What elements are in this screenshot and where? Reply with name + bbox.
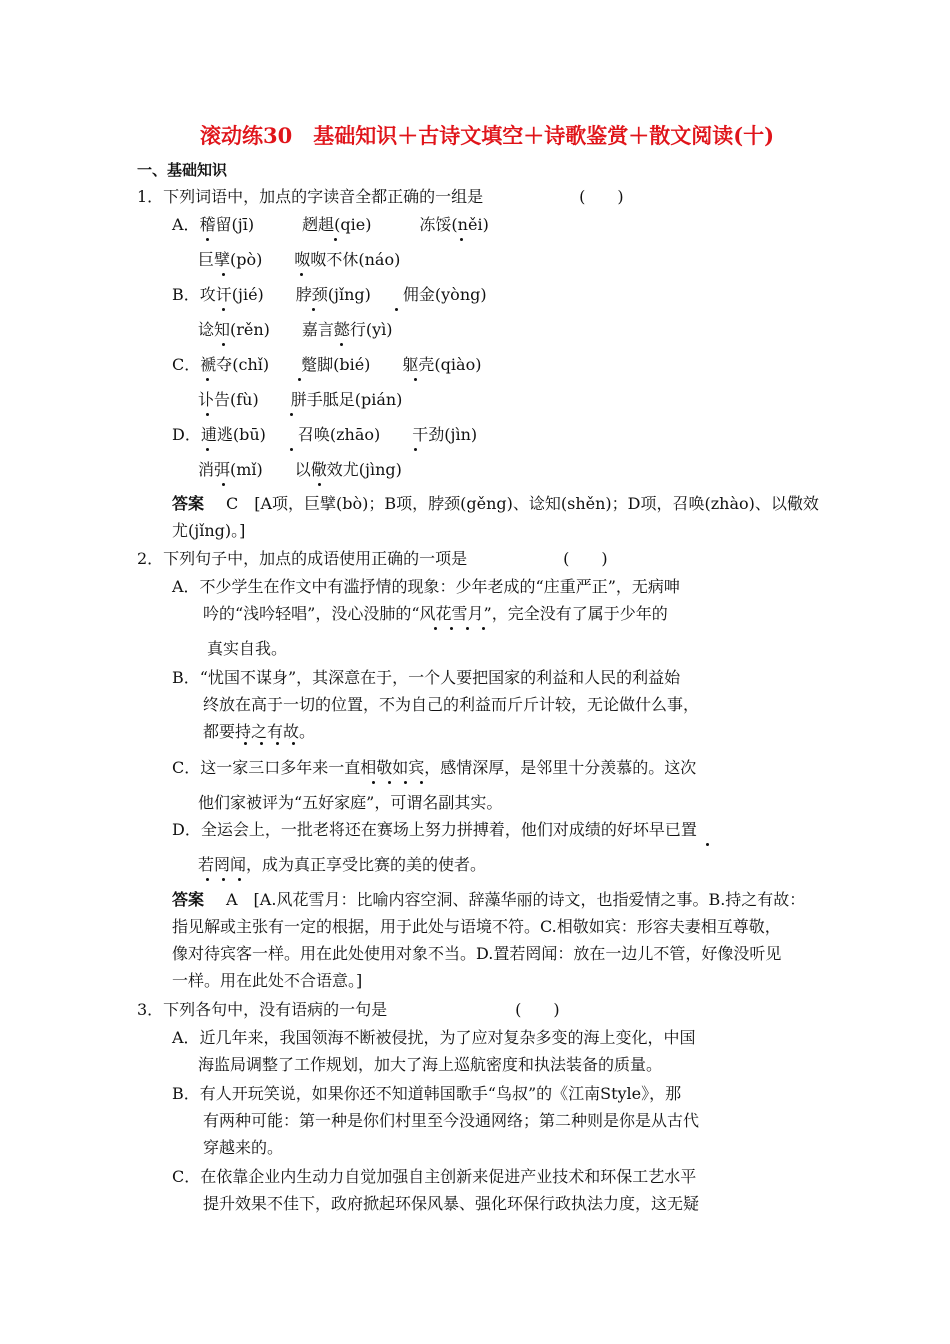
emphasis-dot (222, 483, 225, 486)
emphasis-dot (290, 448, 293, 451)
emphasis-dot (414, 378, 417, 381)
q1-option-a-line1: A．稽留(jī) 趔趄(qie) 冻馁(něi) (172, 215, 489, 234)
q2-option-c-line2: 他们家被评为“五好家庭”，可谓名副其实。 (198, 793, 503, 812)
q1-answer-line1: C [A项，巨擘(bò)；B项，脖颈(gěng)、谂知(shěn)；D项，召唤(zhào)、以儆效 (226, 494, 819, 513)
q2-option-d-line1: D．全运会上，一批老将还在赛场上努力拼搏着，他们对成绩的好坏早已置 (172, 820, 697, 839)
q3-option-b-line3: 穿越来的。 (203, 1138, 284, 1157)
emphasis-dot (466, 627, 469, 630)
emphasis-dot (222, 308, 225, 311)
emphasis-dot (340, 343, 343, 346)
emphasis-dot (318, 483, 321, 486)
emphasis-dot (206, 378, 209, 381)
q2-option-d-line2: 若罔闻，成为真正享受比赛的美的使者。 (198, 855, 487, 874)
answer-label: 答案 (172, 890, 205, 909)
q3-option-a-line2: 海监局调整了工作规划，加大了海上巡航密度和执法装备的质量。 (198, 1055, 663, 1074)
emphasis-dot (460, 238, 463, 241)
emphasis-dot (706, 843, 709, 846)
emphasis-dot (372, 781, 375, 784)
q2-option-c-line1: C．这一家三口多年来一直相敬如宾，感情深厚，是邻里十分羡慕的。这次 (172, 758, 697, 777)
emphasis-dot (434, 627, 437, 630)
q1-stem: 1．下列词语中，加点的字读音全都正确的一组是 ( ) (137, 187, 624, 206)
q2-option-b-line3: 都要持之有故。 (203, 722, 316, 741)
q2-option-b-line2: 终放在高于一切的位置，不为自己的利益而斤斤计较，无论做什么事， (203, 695, 700, 714)
page-title: 滚动练30 基础知识＋古诗文填空＋诗歌鉴赏＋散文阅读(十) (200, 123, 775, 148)
emphasis-dot (388, 781, 391, 784)
emphasis-dot (395, 308, 398, 311)
emphasis-dot (206, 878, 209, 881)
q1-answer-line2: 尤(jǐng)。] (172, 521, 246, 540)
emphasis-dot (334, 238, 337, 241)
q1-option-b-line1: B．攻讦(jié) 脖颈(jǐng) 佣金(yòng) (172, 285, 487, 304)
emphasis-dot (222, 343, 225, 346)
emphasis-dot (300, 273, 303, 276)
answer-label: 答案 (172, 494, 205, 513)
emphasis-dot (206, 413, 209, 416)
emphasis-dot (222, 273, 225, 276)
q3-option-c-line2: 提升效果不佳下，政府掀起环保风暴、强化环保行政执法力度，这无疑 (203, 1194, 700, 1213)
section-heading: 一、基础知识 (137, 161, 228, 179)
emphasis-dot (290, 413, 293, 416)
emphasis-dot (206, 238, 209, 241)
q2-option-a-line2: 吟的“浅吟轻唱”，没心没肺的“风花雪月”，完全没有了属于少年的 (203, 604, 668, 623)
q1-answer-label (172, 494, 204, 514)
q2-answer-label (172, 890, 204, 910)
emphasis-dot (260, 742, 263, 745)
q2-option-a-line3: 真实自我。 (207, 639, 288, 658)
q1-option-a-line2: 巨擘(pò) 呶呶不休(náo) (198, 250, 401, 269)
emphasis-dot (404, 781, 407, 784)
q2-option-b-line1: B．“忧国不谋身”，其深意在于，一个人要把国家的利益和人民的利益始 (172, 668, 681, 687)
q2-answer-line3: 像对待宾客一样。用在此处使用对象不当。D.置若罔闻：放在一边儿不管，好像没听见 (172, 944, 782, 963)
emphasis-dot (238, 878, 241, 881)
q1-option-b-line2: 谂知(rěn) 嘉言懿行(yì) (198, 320, 393, 339)
emphasis-dot (206, 448, 209, 451)
emphasis-dot (244, 742, 247, 745)
emphasis-dot (312, 308, 315, 311)
emphasis-dot (420, 781, 423, 784)
q1-option-c-line2: 讣告(fù) 胼手胝足(pián) (198, 390, 403, 409)
q1-option-d-line2: 消弭(mǐ) 以儆效尤(jìng) (198, 460, 402, 479)
q2-stem: 2．下列句子中，加点的成语使用正确的一项是 ( ) (137, 549, 608, 568)
q3-option-c-line1: C．在依靠企业内生动力自觉加强自主创新来促进产业技术和环保工艺水平 (172, 1167, 697, 1186)
emphasis-dot (482, 627, 485, 630)
q1-option-d-line1: D．逋逃(bū) 召唤(zhāo) 干劲(jìn) (172, 425, 478, 444)
q2-answer-line1: A [A.风花雪月：比喻内容空洞、辞藻华丽的诗文，也指爱情之事。B.持之有故： (226, 890, 806, 909)
q2-option-a-line1: A．不少学生在作文中有滥抒情的现象：少年老成的“庄重严正”，无病呻 (172, 577, 680, 596)
q2-answer-line4: 一样。用在此处不合语意。] (172, 971, 363, 990)
emphasis-dot (414, 448, 417, 451)
q3-stem: 3．下列各句中，没有语病的一句是 ( ) (137, 1000, 560, 1019)
q3-option-b-line2: 有两种可能：第一种是你们村里至今没通网络；第二种则是你是从古代 (203, 1111, 700, 1130)
emphasis-dot (276, 742, 279, 745)
q3-option-b-line1: B．有人开玩笑说，如果你还不知道韩国歌手“鸟叔”的《江南Style》，那 (172, 1084, 682, 1103)
q1-option-c-line1: C．褫夺(chǐ) 蹩脚(bié) 躯壳(qiào) (172, 355, 482, 374)
q3-option-a-line1: A．近几年来，我国领海不断被侵扰，为了应对复杂多变的海上变化，中国 (172, 1028, 696, 1047)
emphasis-dot (292, 742, 295, 745)
emphasis-dot (222, 878, 225, 881)
emphasis-dot (298, 378, 301, 381)
q2-answer-line2: 指见解或主张有一定的根据，用于此处与语境不符。C.相敬如宾：形容夫妻相互尊敬， (172, 917, 781, 936)
emphasis-dot (450, 627, 453, 630)
